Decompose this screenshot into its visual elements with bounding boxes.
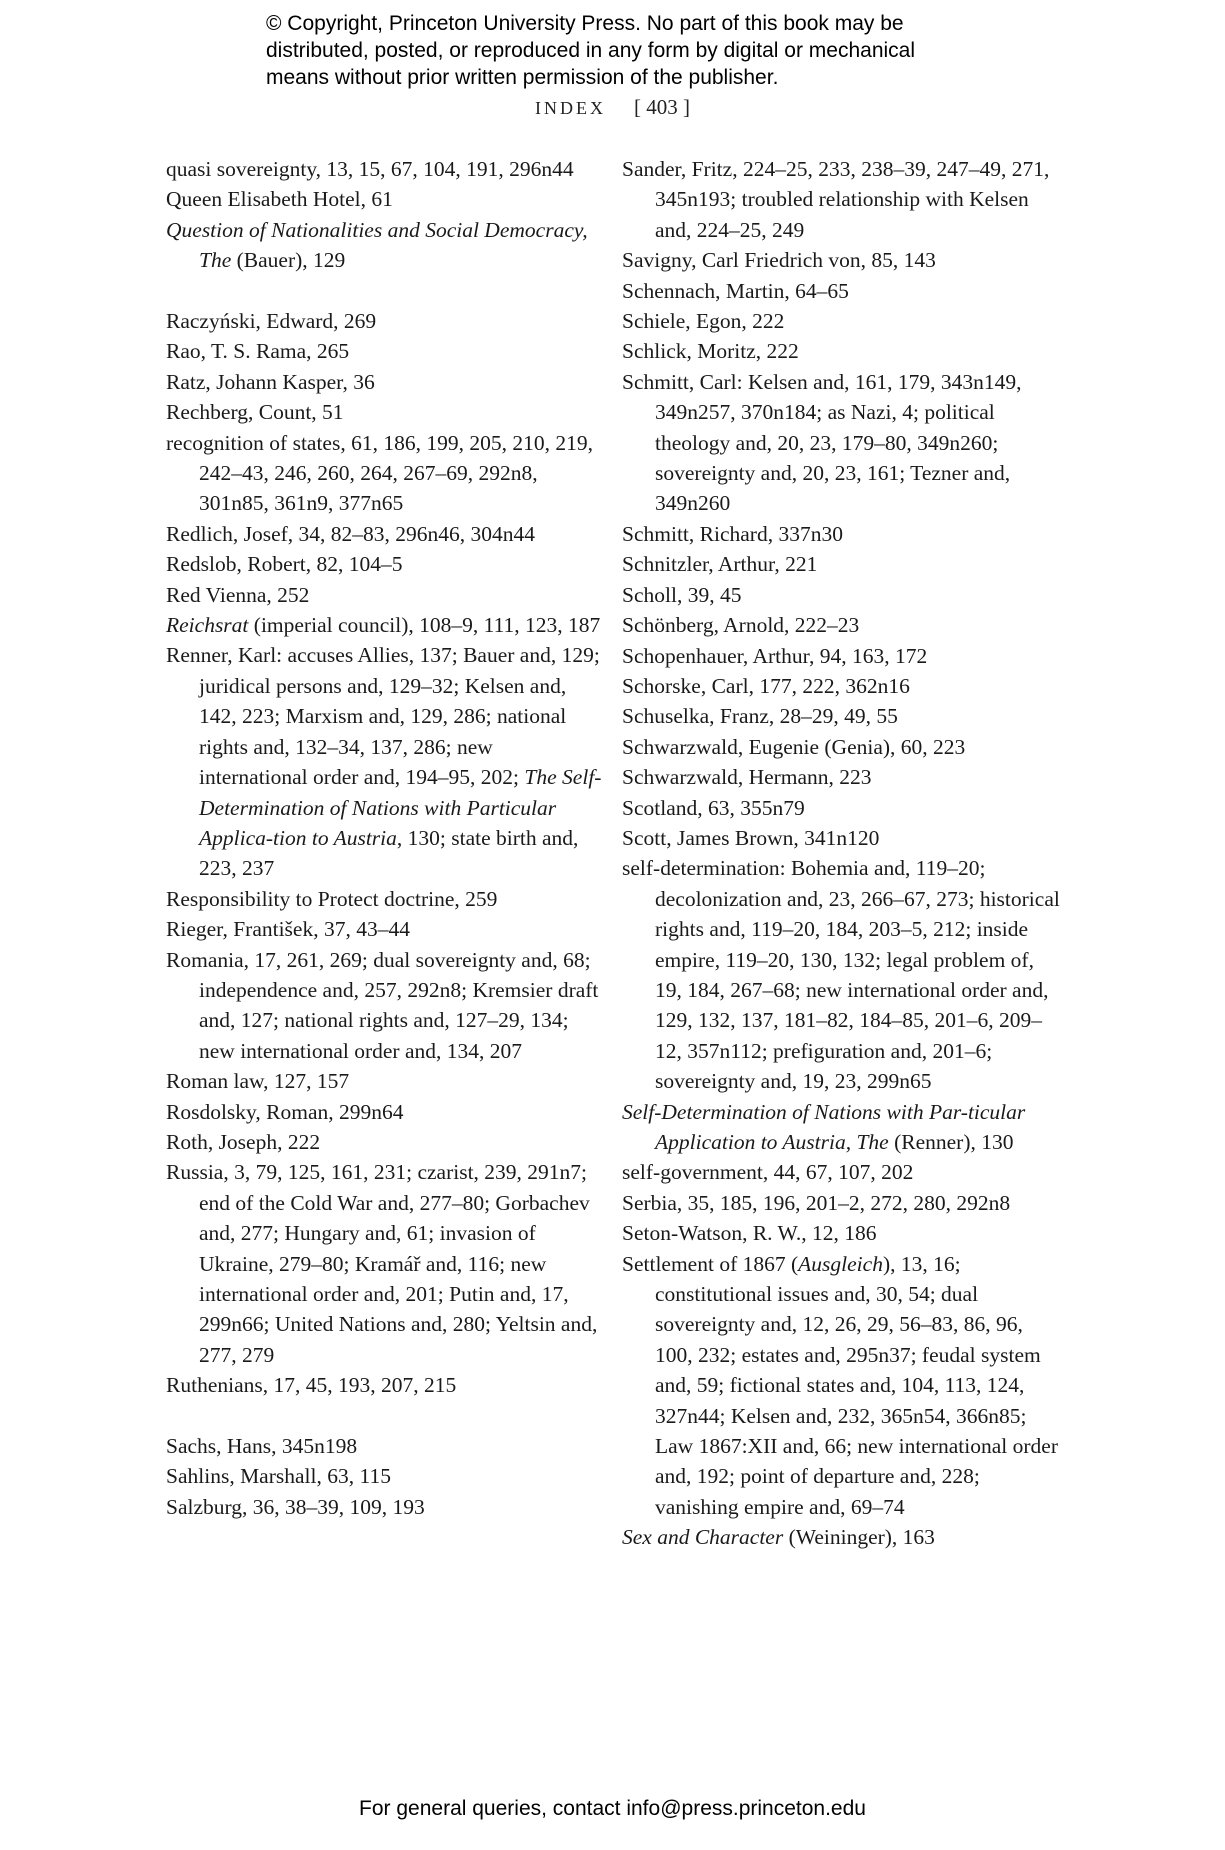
index-entry	[622, 549, 1062, 579]
index-entry	[166, 1157, 606, 1370]
entry-text: Schuselka, Franz, 28–29, 49, 55	[622, 704, 898, 729]
entry-text: Scotland, 63, 355n79	[622, 795, 805, 820]
index-entry	[622, 1218, 1062, 1248]
entry-text: Redslob, Robert, 82, 104–5	[166, 552, 403, 577]
entry-text: quasi sovereignty, 13, 15, 67, 104, 191, 296n44	[166, 157, 574, 181]
entry-text: Schmitt, Richard, 337n30	[622, 521, 843, 546]
entry-text: Schlick, Moritz, 222	[622, 339, 799, 364]
index-entry	[166, 1066, 606, 1096]
entry-title-italic: Reichsrat	[166, 613, 249, 638]
entry-text: Romania, 17, 261, 269; dual sovereignty and, 68; independence and, 257, 292n8; Kremsier draft and, 127; national rights and, 127–29, 134; new international order and, 134, 207	[166, 947, 599, 1063]
index-entry	[166, 519, 606, 549]
entry-text: Serbia, 35, 185, 196, 201–2, 272, 280, 292n8	[622, 1190, 1011, 1215]
entry-title-italic: Sex and Character	[622, 1525, 784, 1550]
entry-text: Schwarzwald, Eugenie (Genia), 60, 223	[622, 734, 966, 759]
index-entry	[166, 884, 606, 914]
page-number: [ 403 ]	[634, 95, 690, 119]
index-entry	[166, 306, 606, 336]
copyright-line-3: means without prior written permission of the publisher.	[266, 66, 779, 89]
index-entry	[622, 1188, 1062, 1218]
entry-text: Scholl, 39, 45	[622, 582, 742, 607]
index-entry	[622, 1522, 1062, 1552]
entry-title-italic: Question of Nationalities and Social Democracy, The	[166, 217, 588, 273]
entry-text: (Weininger), 163	[783, 1525, 935, 1550]
entry-text: (Renner), 130	[888, 1130, 1014, 1154]
index-entry	[166, 336, 606, 366]
entry-text: Raczyński, Edward, 269	[166, 309, 377, 334]
entry-text: (Bauer), 129	[231, 248, 346, 273]
entry-text: Scott, James Brown, 341n120	[622, 825, 880, 850]
entry-title-italic: Ausgleich	[798, 1251, 883, 1276]
index-entry	[166, 154, 606, 184]
entry-text: Roth, Joseph, 222	[166, 1129, 321, 1154]
index-entry	[622, 519, 1062, 549]
index-entry	[622, 732, 1062, 762]
copyright-line-2: distributed, posted, or reproduced in any form by digital or mechanical	[266, 39, 916, 62]
entry-title-italic: The Self-Determination of Nations with Particular Applica-tion to Austria	[199, 765, 602, 850]
index-entry	[166, 640, 606, 883]
index-entry	[166, 428, 606, 519]
index-entry	[166, 580, 606, 610]
index-entry	[622, 1097, 1062, 1158]
index-entry	[622, 671, 1062, 701]
entry-text: Schwarzwald, Hermann, 223	[622, 765, 872, 790]
entry-text: self-determination: Bohemia and, 119–20; decolonization and, 23, 266–67, 273; historical rights and, 119–20, 184, 203–5, 212; inside empire, 119–20, 130, 132; legal problem of, 19, 184, 267–68; new international order and, 129, 132, 137, 181–82, 184–85, 201–6, 209–12, 357n112; prefiguration and, 201–6; sovereignty and, 19, 23, 299n65	[622, 856, 1060, 1094]
index-entry	[166, 1492, 606, 1522]
entry-text: (imperial council), 108–9, 111, 123, 187	[248, 613, 601, 638]
index-entry	[166, 215, 606, 276]
index-entry	[622, 1157, 1062, 1187]
entry-text: Schennach, Martin, 64–65	[622, 278, 849, 303]
index-entry	[622, 701, 1062, 731]
entry-text: Schiele, Egon, 222	[622, 309, 785, 334]
entry-text: self-government, 44, 67, 107, 202	[622, 1160, 914, 1185]
index-entry	[166, 367, 606, 397]
index-entry	[166, 945, 606, 1067]
entry-title-italic: Self-Determination of Nations with Par-ticular Application to Austria, The	[622, 1099, 1026, 1154]
entry-text: Salzburg, 36, 38–39, 109, 193	[166, 1494, 425, 1519]
entry-text: Redlich, Josef, 34, 82–83, 296n46, 304n44	[166, 521, 536, 546]
entry-text: ), 13, 16; constitutional issues and, 30, 54; dual sovereignty and, 12, 26, 29, 56–83, 86, 96, 100, 232; estates and, 295n37; feudal system and, 59; fictional states and, 104, 113, 124, 327n44; Kelsen and, 232, 365n54, 366n85; Law 1867:XII and, 66; new international order and, 192; point of departure and, 228; vanishing empire and, 69–74	[655, 1251, 1058, 1519]
index-entry	[622, 1249, 1062, 1523]
entry-text: Sahlins, Marshall, 63, 115	[166, 1464, 391, 1489]
entry-text: Responsibility to Protect doctrine, 259	[166, 886, 498, 911]
entry-text: Rao, T. S. Rama, 265	[166, 339, 350, 364]
entry-text: Rosdolsky, Roman, 299n64	[166, 1099, 404, 1124]
entry-text: , 130; state birth and, 223, 237	[199, 825, 579, 881]
index-entry	[166, 549, 606, 579]
entry-text: Schönberg, Arnold, 222–23	[622, 613, 860, 638]
entry-text: Rechberg, Count, 51	[166, 400, 344, 425]
index-entry	[166, 1370, 606, 1400]
entry-text: Savigny, Carl Friedrich von, 85, 143	[622, 248, 936, 273]
entry-text: Settlement of 1867 (	[622, 1251, 799, 1276]
entry-gap	[166, 276, 606, 306]
entry-text: Renner, Karl: accuses Allies, 137; Bauer and, 129; juridical persons and, 129–32; Kelsen and, 142, 223; Marxism and, 129, 286; national rights and, 132–34, 137, 286; new international order and, 194–95, 202;	[166, 643, 600, 790]
entry-text: recognition of states, 61, 186, 199, 205, 210, 219, 242–43, 246, 260, 264, 267–69, 292n8, 301n85, 361n9, 377n65	[166, 430, 593, 516]
entry-text: Sachs, Hans, 345n198	[166, 1434, 358, 1459]
index-entry	[622, 276, 1062, 306]
entry-text: Russia, 3, 79, 125, 161, 231; czarist, 239, 291n7; end of the Cold War and, 277–80; Gorbachev and, 277; Hungary and, 61; invasion of Ukraine, 279–80; Kramář and, 116; new international order and, 201; Putin and, 17, 299n66; United Nations and, 280; Yeltsin and, 277, 279	[166, 1160, 598, 1367]
entry-text: Rieger, František, 37, 43–44	[166, 917, 410, 942]
entry-text: Schnitzler, Arthur, 221	[622, 552, 818, 577]
index-entry	[166, 1461, 606, 1491]
index-entry	[622, 367, 1062, 519]
entry-text: Queen Elisabeth Hotel, 61	[166, 187, 393, 212]
index-entry	[622, 610, 1062, 640]
entry-text: Sander, Fritz, 224–25, 233, 238–39, 247–49, 271, 345n193; troubled relationship with Kelsen and, 224–25, 249	[622, 157, 1050, 242]
index-entry	[166, 397, 606, 427]
entry-text: Schorske, Carl, 177, 222, 362n16	[622, 673, 910, 698]
copyright-line-1: © Copyright, Princeton University Press. No part of this book may be	[266, 12, 904, 35]
index-entry	[622, 823, 1062, 853]
index-entry	[166, 914, 606, 944]
entry-text: Schmitt, Carl: Kelsen and, 161, 179, 343n149, 349n257, 370n184; as Nazi, 4; political theology and, 20, 23, 179–80, 349n260; sovereignty and, 20, 23, 161; Tezner and, 349n260	[622, 369, 1022, 516]
copyright-notice	[266, 10, 1026, 91]
entry-text: Schopenhauer, Arthur, 94, 163, 172	[622, 643, 928, 668]
index-entry	[166, 1127, 606, 1157]
index-entry	[622, 336, 1062, 366]
entry-text: Red Vienna, 252	[166, 582, 310, 607]
running-head-label: INDEX	[535, 98, 606, 118]
index-entry	[622, 245, 1062, 275]
entry-gap	[166, 1401, 606, 1431]
index-entry	[622, 580, 1062, 610]
index-column-left	[166, 154, 606, 1522]
index-entry	[166, 1097, 606, 1127]
entry-text: Seton-Watson, R. W., 12, 186	[622, 1221, 877, 1246]
entry-text: Ruthenians, 17, 45, 193, 207, 215	[166, 1373, 457, 1398]
index-entry	[622, 641, 1062, 671]
index-entry	[622, 853, 1062, 1096]
footer-contact: For general queries, contact info@press.princeton.edu	[359, 1797, 866, 1820]
index-entry	[166, 610, 606, 640]
index-entry	[622, 154, 1062, 245]
running-head	[0, 95, 1225, 120]
entry-text: Ratz, Johann Kasper, 36	[166, 369, 375, 394]
entry-text: Roman law, 127, 157	[166, 1069, 350, 1094]
index-entry	[622, 793, 1062, 823]
index-column-right	[622, 154, 1062, 1553]
index-entry	[166, 1431, 606, 1461]
index-entry	[166, 184, 606, 214]
index-entry	[622, 762, 1062, 792]
index-entry	[622, 306, 1062, 336]
